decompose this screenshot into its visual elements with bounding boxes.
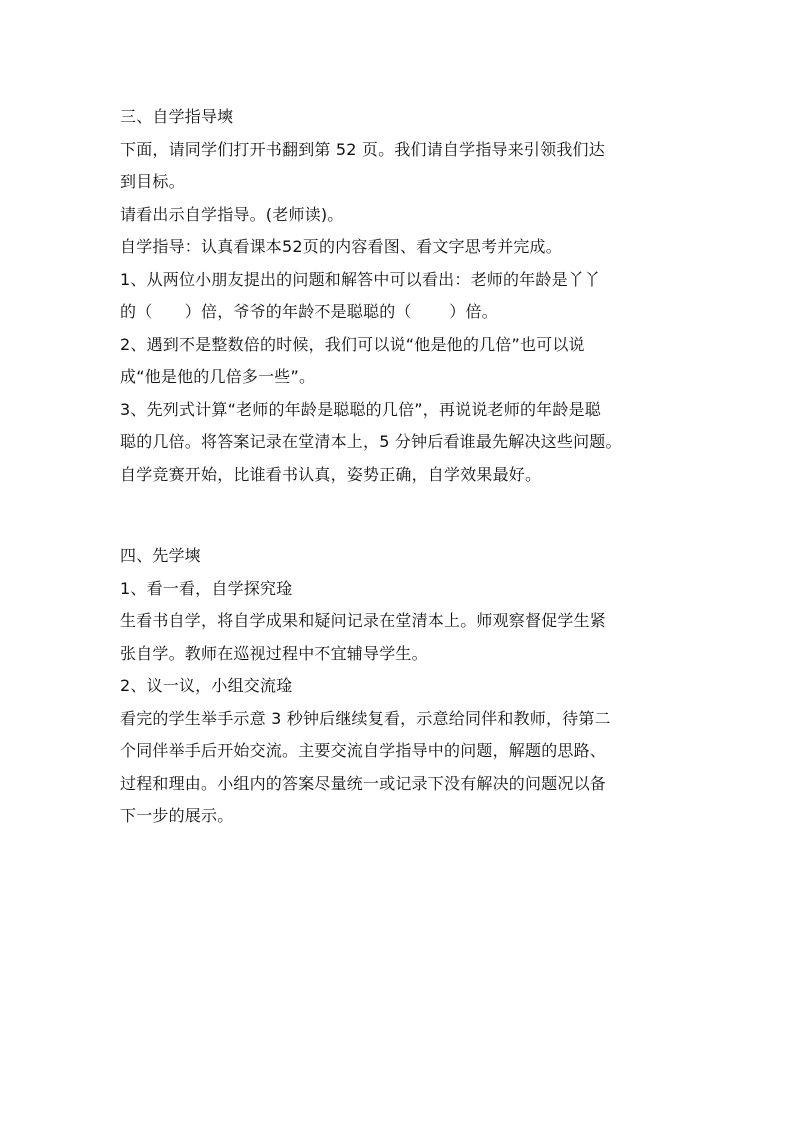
paragraph-line: 聪的几倍。将答案记录在堂清本上，5 分钟后看谁最先解决这些问题。 [120,432,622,451]
paragraph-line: 下一步的展示。 [120,806,234,825]
paragraph-line: 1、从两位小朋友提出的问题和解答中可以看出：老师的年龄是丫丫 [120,269,601,289]
document-page [120,101,680,833]
section-pre-study [120,540,680,833]
paragraph-line: 张自学。教师在巡视过程中不宜辅导学生。 [120,643,428,663]
paragraph-line: 的（ ）倍，爷爷的年龄不是聪聪的（ ）倍。 [120,302,498,321]
section-spacer [120,491,680,540]
section-self-study-guide [120,101,680,491]
paragraph-line: 生看书自学，将自学成果和疑问记录在堂清本上。师观察督促学生紧 [120,611,607,630]
paragraph-line: 自学指导：认真看课本52页的内容看图、看文字思考并完成。 [120,237,562,256]
paragraph-line: 2、遇到不是整数倍的时候，我们可以说“他是他的几倍”也可以说 [120,334,585,354]
paragraph-line: 自学竞赛开始，比谁看书认真，姿势正确，自学效果最好。 [120,464,542,484]
paragraph-line: 到目标。 [120,172,185,191]
paragraph-line: 看完的学生举手示意 3 秒钟后继续复看，示意给同伴和教师，待第二 [120,708,611,728]
paragraph-line: 3、先列式计算“老师的年龄是聪聪的几倍”，再说说老师的年龄是聪 [120,399,601,419]
paragraph-line: 成“他是他的几倍多一些”。 [120,367,316,386]
paragraph-line: 1、看一看，自学探究琻 [120,578,293,598]
section-heading: 三、自学指导塽 [120,107,234,126]
section-heading: 四、先学塽 [120,546,202,565]
paragraph-line: 2、议一议，小组交流琻 [120,676,293,695]
paragraph-line: 过程和理由。小组内的答案尽量统一或记录下没有解决的问题况以备 [120,773,607,793]
paragraph-line: 个同伴举手后开始交流。主要交流自学指导中的问题，解题的思路、 [120,741,607,760]
paragraph-line: 请看出示自学指导。(老师读)。 [120,204,344,224]
paragraph-line: 下面，请同学们打开书翻到第 52 页。我们请自学指导来引领我们达 [120,139,605,159]
